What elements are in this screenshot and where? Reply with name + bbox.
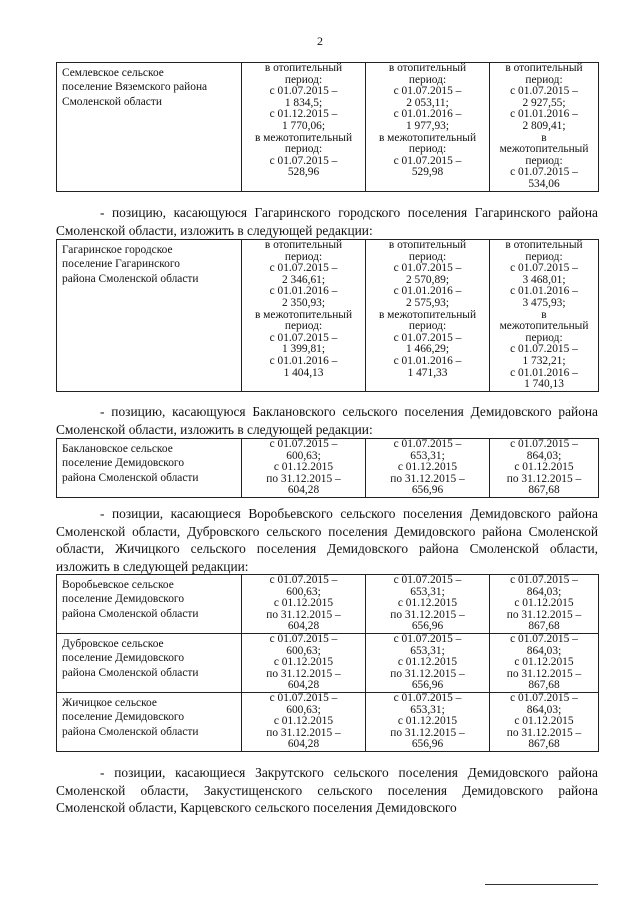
tariff-value-line: с 01.07.2015 –: [269, 438, 338, 450]
tariff-value-line: с 01.12.2015: [397, 461, 458, 474]
settlement-name-cell: [57, 240, 242, 392]
tariff-value-line: период:: [284, 143, 323, 156]
tariff-value-line: 656,96: [411, 738, 444, 751]
tariff-value-line: 656,96: [411, 484, 444, 497]
footer-rule: [485, 884, 598, 885]
tariff-value-cell: [242, 633, 366, 692]
tariff-value-line: 1 399,81;: [281, 343, 326, 356]
tariff-value-line: 600,63;: [286, 449, 321, 462]
settlement-name-line: района Смоленской области: [62, 725, 199, 738]
tariff-value-line: с 01.12.2015: [514, 597, 574, 610]
settlement-name-line: Баклановское сельское: [62, 443, 173, 455]
tariff-value-line: 2 809,41;: [522, 119, 566, 132]
tariff-value-line: по 31.12.2015 –: [266, 726, 341, 739]
tariff-value-line: с 01.07.2015 –: [510, 166, 578, 179]
settlement-name-cell: [57, 439, 242, 498]
tariff-value-line: с 01.12.2015: [273, 461, 334, 474]
tariff-value-line: 600,63;: [286, 703, 321, 716]
tariff-value-line: 600,63;: [286, 644, 321, 657]
tariff-value-cell: [490, 692, 599, 751]
tariff-value-cell: [242, 692, 366, 751]
settlement-name-line: района Смоленской области: [62, 471, 199, 484]
tariff-value-line: 867,68: [528, 484, 560, 497]
tariff-value-cell: [366, 575, 490, 634]
tariff-value-line: с 01.12.2015: [397, 597, 458, 610]
tariff-value-line: с 01.07.2015 –: [393, 331, 462, 344]
tariff-value-cell: [242, 439, 366, 498]
tariff-value-cell: [490, 439, 599, 498]
paragraph-gagarinskoe: - позицию, касающуюся Гагаринского городского поселения Гагаринского района Смоленской области, изложить в следующей редакции:: [56, 205, 598, 238]
tariff-value-line: в: [541, 308, 547, 321]
tariff-value-line: 2 927,55;: [522, 96, 566, 109]
tariff-value-line: с 01.01.2016 –: [393, 285, 462, 298]
tariff-value-line: 1 770,06;: [281, 119, 326, 132]
settlement-name-line: Семлевское сельское: [62, 67, 164, 79]
tariff-value-line: 656,96: [411, 620, 444, 633]
tariff-value-line: межотопительный: [499, 143, 589, 156]
tariff-value-line: по 31.12.2015 –: [390, 608, 465, 621]
tariff-value-line: в отопительный: [388, 239, 467, 251]
tariff-value-cell: [490, 240, 599, 392]
tariff-value-line: с 01.07.2015 –: [269, 691, 338, 704]
tariff-value-line: с 01.07.2015 –: [510, 262, 578, 275]
tariff-value-line: 1 834,5;: [284, 96, 323, 109]
tariff-value-cell: [366, 439, 490, 498]
table-row: [57, 575, 599, 634]
tariff-value-line: с 01.07.2015 –: [269, 85, 338, 98]
tariff-value-line: 867,68: [528, 679, 560, 692]
tariff-value-line: 656,96: [411, 679, 444, 692]
settlement-name-line: района Смоленской области: [62, 607, 199, 620]
tariff-value-line: 2 570,89;: [405, 273, 450, 286]
tariff-value-line: в отопительный: [505, 239, 583, 251]
tariff-value-line: 653,31;: [410, 703, 445, 716]
tariff-value-line: 528,96: [287, 166, 320, 179]
tariff-value-line: в межотопительный: [378, 131, 477, 144]
tariff-value-line: период:: [284, 250, 323, 263]
tariff-value-line: с 01.01.2016 –: [393, 354, 462, 367]
settlement-name-line: Воробьевское сельское: [62, 579, 174, 591]
tariff-table-baklanovskoe: [56, 438, 599, 498]
tariff-value-line: в: [541, 131, 547, 144]
tariff-value-line: с 01.12.2015: [514, 715, 574, 728]
tariff-value-line: с 01.12.2015: [397, 715, 458, 728]
tariff-value-line: 604,28: [287, 620, 320, 633]
tariff-value-line: в отопительный: [388, 62, 467, 74]
tariff-value-line: с 01.01.2016 –: [510, 108, 578, 121]
tariff-value-line: с 01.07.2015 –: [510, 343, 578, 356]
table-row: [57, 240, 599, 392]
tariff-value-line: по 31.12.2015 –: [266, 608, 341, 621]
settlement-name-line: поселение Демидовского: [62, 711, 185, 724]
tariff-value-line: с 01.07.2015 –: [510, 438, 578, 450]
tariff-value-line: с 01.12.2015: [273, 597, 334, 610]
tariff-value-cell: [490, 63, 599, 192]
tariff-value-line: период:: [408, 73, 447, 86]
tariff-value-line: в отопительный: [505, 62, 583, 74]
tariff-value-line: с 01.07.2015 –: [393, 154, 462, 167]
tariff-value-cell: [242, 63, 366, 192]
tariff-value-line: период:: [284, 73, 323, 86]
tariff-value-cell: [366, 63, 490, 192]
tariff-value-line: с 01.07.2015 –: [393, 438, 462, 450]
paragraph-zakrutskoe-kartsevskoe: - позиции, касающиеся Закрутского сельского поселения Демидовского района Смоленской области, Закустищенского сельского поселения Демидовского района Смоленской области, Карцевского сельского поселения Демидовского: [56, 765, 598, 816]
tariff-value-cell: [366, 633, 490, 692]
tariff-value-line: период:: [525, 73, 563, 86]
tariff-value-line: 534,06: [528, 177, 560, 190]
tariff-value-line: с 01.07.2015 –: [393, 262, 462, 275]
table-row: [57, 63, 599, 192]
tariff-value-line: с 01.12.2015 –: [269, 108, 338, 121]
tariff-value-line: с 01.12.2015: [514, 656, 574, 669]
tariff-value-line: с 01.07.2015 –: [510, 632, 578, 645]
tariff-value-cell: [490, 575, 599, 634]
tariff-value-line: по 31.12.2015 –: [506, 667, 582, 680]
tariff-value-line: в межотопительный: [254, 308, 353, 321]
tariff-table-gagarinskoe: [56, 239, 599, 392]
page-number: 2: [317, 34, 323, 48]
tariff-value-line: 653,31;: [410, 449, 445, 462]
tariff-value-line: 653,31;: [410, 644, 445, 657]
settlement-name-line: района Смоленской области: [62, 666, 199, 679]
tariff-value-line: 864,03;: [526, 703, 562, 716]
tariff-value-line: 867,68: [528, 738, 560, 751]
table-row: [57, 439, 599, 498]
tariff-value-line: 864,03;: [526, 449, 562, 462]
tariff-value-line: с 01.07.2015 –: [269, 632, 338, 645]
tariff-value-line: с 01.07.2015 –: [269, 574, 338, 586]
tariff-value-line: период:: [408, 250, 447, 263]
tariff-value-line: с 01.12.2015: [273, 715, 334, 728]
tariff-value-line: в межотопительный: [378, 308, 477, 321]
tariff-table-vorobyevskoe-dubrovskoe-zhichitskoe: [56, 574, 599, 752]
tariff-value-line: межотопительный: [499, 320, 589, 333]
tariff-value-line: 2 346,61;: [281, 273, 326, 286]
tariff-value-line: с 01.07.2015 –: [269, 262, 338, 275]
tariff-value-line: по 31.12.2015 –: [390, 726, 465, 739]
tariff-value-line: 867,68: [528, 620, 560, 633]
tariff-value-line: с 01.07.2015 –: [393, 85, 462, 98]
tariff-value-line: в отопительный: [264, 62, 343, 74]
tariff-value-cell: [242, 240, 366, 392]
settlement-name-line: поселение Демидовского: [62, 652, 185, 665]
tariff-value-line: с 01.07.2015 –: [393, 691, 462, 704]
tariff-value-line: 1 471,33: [407, 366, 448, 379]
tariff-value-line: с 01.12.2015: [397, 656, 458, 669]
tariff-value-line: 653,31;: [410, 585, 445, 598]
tariff-value-line: с 01.07.2015 –: [393, 574, 462, 586]
paragraph-baklanovskoe: - позицию, касающуюся Баклановского сельского поселения Демидовского района Смоленской области, изложить в следующей редакции:: [56, 404, 598, 437]
tariff-value-line: с 01.07.2015 –: [269, 331, 338, 344]
tariff-value-line: с 01.01.2016 –: [510, 285, 578, 298]
tariff-value-line: 529,98: [411, 166, 444, 179]
tariff-value-line: с 01.07.2015 –: [393, 632, 462, 645]
tariff-value-line: в отопительный: [264, 239, 343, 251]
settlement-name-cell: [57, 575, 242, 634]
tariff-value-cell: [366, 692, 490, 751]
tariff-value-line: 3 468,01;: [522, 273, 566, 286]
tariff-value-line: по 31.12.2015 –: [266, 667, 341, 680]
tariff-value-line: с 01.01.2016 –: [269, 285, 338, 298]
tariff-value-line: по 31.12.2015 –: [506, 472, 582, 485]
tariff-value-line: 1 977,93;: [405, 119, 450, 132]
settlement-name-cell: [57, 692, 242, 751]
tariff-value-line: по 31.12.2015 –: [506, 608, 582, 621]
tariff-value-line: 604,28: [287, 484, 320, 497]
tariff-value-line: 1 732,21;: [522, 354, 566, 367]
tariff-value-line: 1 466,29;: [405, 343, 450, 356]
tariff-value-line: период:: [284, 320, 323, 333]
tariff-value-line: период:: [525, 154, 563, 167]
tariff-value-line: с 01.01.2016 –: [393, 108, 462, 121]
tariff-value-line: по 31.12.2015 –: [390, 667, 465, 680]
tariff-value-line: период:: [525, 331, 563, 344]
settlement-name-line: поселение Вяземского района: [62, 81, 208, 94]
tariff-value-line: с 01.12.2015: [273, 656, 334, 669]
tariff-value-cell: [242, 575, 366, 634]
tariff-value-line: в межотопительный: [254, 131, 353, 144]
tariff-value-line: по 31.12.2015 –: [266, 472, 341, 485]
tariff-value-cell: [490, 633, 599, 692]
tariff-value-line: с 01.12.2015: [514, 461, 574, 474]
settlement-name-line: района Смоленской области: [62, 272, 199, 285]
tariff-value-line: 2 575,93;: [405, 296, 450, 309]
tariff-value-line: 604,28: [287, 738, 320, 751]
tariff-value-line: с 01.01.2016 –: [269, 354, 338, 367]
tariff-value-line: по 31.12.2015 –: [390, 472, 465, 485]
tariff-value-line: 3 475,93;: [522, 296, 566, 309]
tariff-value-line: период:: [408, 143, 447, 156]
tariff-value-line: 604,28: [287, 679, 320, 692]
tariff-value-line: 600,63;: [286, 585, 321, 598]
paragraph-vorobyevskoe-dubrovskoe-zhichitskoe: - позиции, касающиеся Воробьевского сельского поселения Демидовского района Смоленской области, Дубровского сельского поселения Демидовского района Смоленской области, Жичицкого сельского поселения Демидовского района Смоленской области, изложить в следующей редакции:: [56, 506, 598, 574]
tariff-value-line: период:: [408, 320, 447, 333]
settlement-name-line: Смоленской области: [62, 95, 162, 108]
settlement-name-line: поселение Гагаринского: [62, 258, 180, 271]
tariff-value-line: с 01.07.2015 –: [510, 85, 578, 98]
tariff-value-line: 1 404,13: [283, 366, 324, 379]
tariff-value-line: 864,03;: [526, 644, 562, 657]
tariff-value-line: с 01.07.2015 –: [510, 691, 578, 704]
settlement-name-line: Жичицкое сельское: [62, 696, 157, 709]
settlement-name-cell: [57, 63, 242, 192]
tariff-value-line: 2 053,11;: [406, 96, 449, 109]
tariff-value-line: с 01.07.2015 –: [510, 574, 578, 586]
tariff-table-semlevskoe: [56, 62, 599, 192]
settlement-name-line: поселение Демидовского: [62, 457, 185, 470]
settlement-name-line: Гагаринское городское: [62, 244, 173, 256]
settlement-name-line: Дубровское сельское: [62, 637, 164, 650]
tariff-value-line: 864,03;: [526, 585, 562, 598]
table-row: [57, 633, 599, 692]
tariff-value-line: период:: [525, 250, 563, 263]
tariff-value-line: 2 350,93;: [281, 296, 326, 309]
tariff-value-line: по 31.12.2015 –: [506, 726, 582, 739]
table-row: [57, 692, 599, 751]
tariff-value-line: с 01.07.2015 –: [269, 154, 338, 167]
tariff-value-line: 1 740,13: [524, 378, 564, 391]
tariff-value-cell: [366, 240, 490, 392]
tariff-value-line: с 01.01.2016 –: [510, 366, 578, 379]
settlement-name-line: поселение Демидовского: [62, 593, 185, 606]
settlement-name-cell: [57, 633, 242, 692]
